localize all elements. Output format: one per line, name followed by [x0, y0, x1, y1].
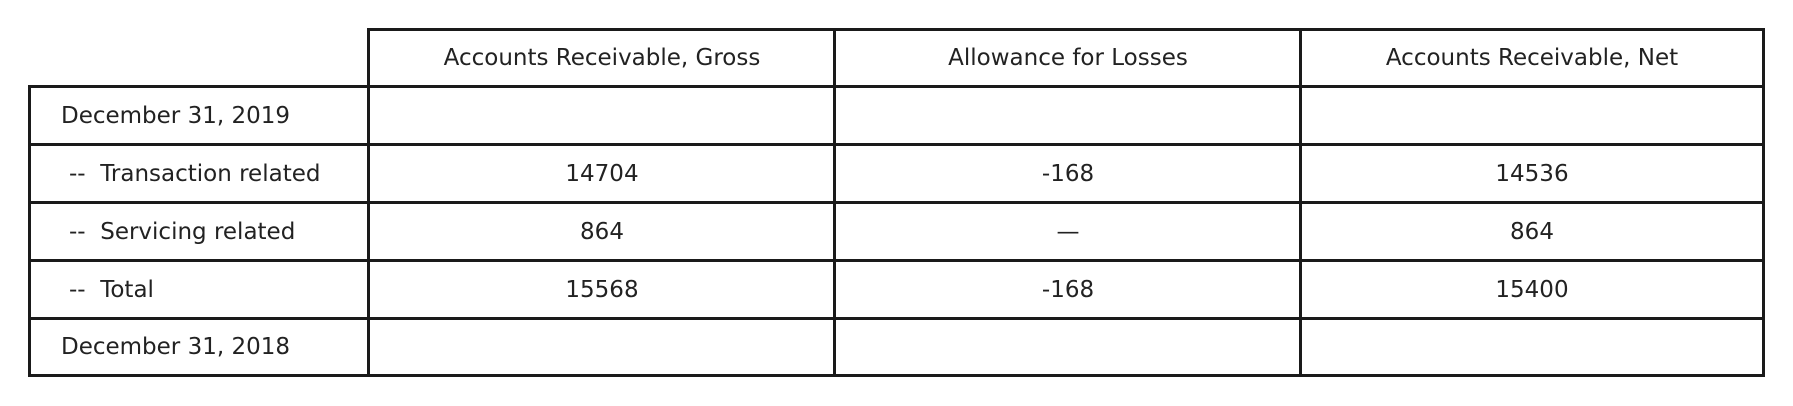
table-cell: [1299, 85, 1765, 146]
column-header-net: Accounts Receivable, Net: [1299, 28, 1765, 88]
column-header-gross: Accounts Receivable, Gross: [367, 28, 837, 88]
table-cell: [833, 317, 1303, 377]
table-cell: 864: [367, 201, 837, 262]
row-label-dec-2019: December 31, 2019: [28, 85, 370, 146]
table-cell: [367, 85, 837, 146]
column-header-allowance: Allowance for Losses: [833, 28, 1303, 88]
table-cell: [367, 317, 837, 377]
row-label-total: -- Total: [28, 259, 370, 320]
row-label-servicing-related: -- Servicing related: [28, 201, 370, 262]
table-cell: 15568: [367, 259, 837, 320]
table-cell: 15400: [1299, 259, 1765, 320]
table-cell: -168: [833, 259, 1303, 320]
table-cell: —: [833, 201, 1303, 262]
row-label-dec-2018: December 31, 2018: [28, 317, 370, 377]
accounts-receivable-table: [28, 28, 1765, 377]
row-label-transaction-related: -- Transaction related: [28, 143, 370, 204]
table-cell: [833, 85, 1303, 146]
table-cell: 864: [1299, 201, 1765, 262]
table-cell: -168: [833, 143, 1303, 204]
table-cell: 14536: [1299, 143, 1765, 204]
table-cell: [1299, 317, 1765, 377]
table-cell: 14704: [367, 143, 837, 204]
